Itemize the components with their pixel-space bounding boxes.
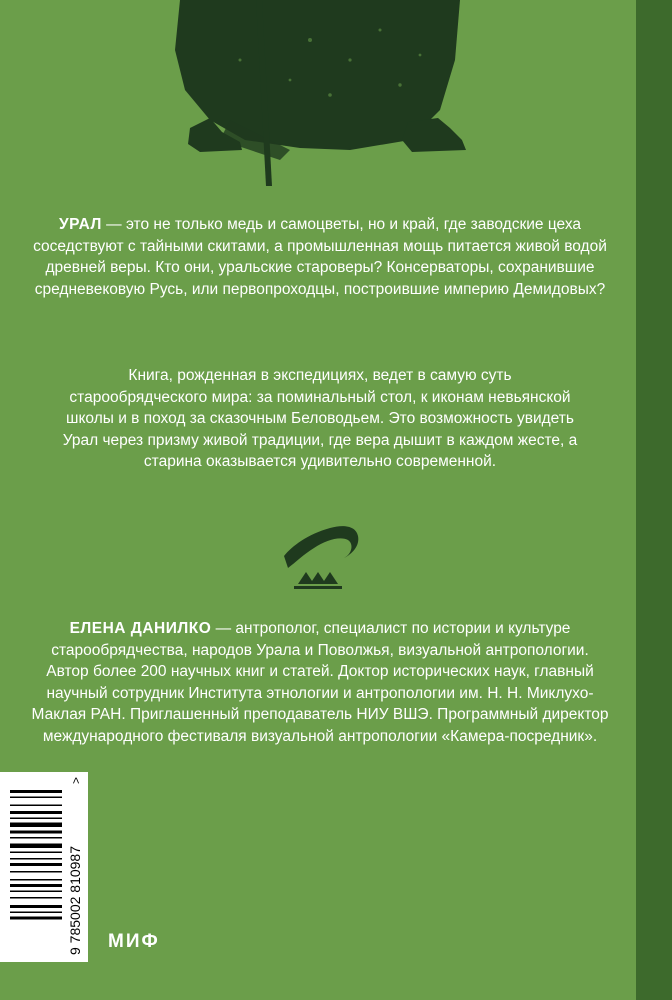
- barcode-bar: [10, 871, 62, 873]
- barcode-bar: [10, 844, 62, 849]
- barcode-bar: [10, 852, 62, 854]
- barcode-bar: [10, 831, 62, 834]
- publisher-logo: МИФ: [108, 931, 160, 952]
- barcode-bar: [10, 811, 62, 814]
- book-spine: [636, 0, 672, 1000]
- author-paragraph: [28, 618, 612, 747]
- barcode-bar: [10, 790, 62, 793]
- barcode-bar: [10, 912, 62, 914]
- intro-text: — это не только медь и самоцветы, но и край, где заводские цеха соседствуют с тайными скитами, а промышленная мощь питается живой водой древней веры. Кто они, уральские староверы? Консерваторы, сохранившие средневековую Русь, или первопроходцы, построившие империю Демидовых?: [33, 216, 607, 298]
- barcode-bar: [10, 905, 62, 908]
- barcode-bar: [10, 891, 62, 893]
- author-bio: — антрополог, специалист по истории и культуре старообрядчества, народов Урала и Поволжья, визуальной антропологии. Автор более 200 научных книг и статей. Доктор исторических наук, главный научный сотрудник Института этнологии и антропологии им. Н. Н. Миклухо-Маклая РАН. Приглашенный преподаватель НИУ ВШЭ. Программный директор международного фестиваля визуальной антропологии «Камера-посредник».: [31, 620, 609, 745]
- ural-ornament-icon: [278, 518, 368, 598]
- barcode-bar: [10, 863, 62, 866]
- walking-figure-with-staff-illustration: [150, 0, 480, 190]
- barcode-bar: [10, 858, 62, 860]
- isbn-number: 9 785002 810987: [67, 846, 83, 955]
- barcode-bar: [10, 897, 62, 899]
- isbn-end-mark: >: [69, 776, 83, 784]
- barcode-bar: [10, 823, 62, 828]
- author-name: ЕЛЕНА ДАНИЛКО: [69, 620, 212, 637]
- intro-lead: УРАЛ: [58, 216, 102, 233]
- barcode-bar: [10, 884, 62, 887]
- isbn-barcode: [0, 772, 88, 962]
- barcode-bar: [10, 797, 62, 799]
- barcode-bar: [10, 818, 62, 820]
- barcode-bar: [10, 917, 62, 920]
- intro-paragraph: [30, 214, 610, 300]
- barcode-bar: [10, 879, 62, 881]
- book-description: Книга, рожденная в экспедициях, ведет в самую суть старообрядческого мира: за поминальный стол, к иконам невьянской школы и в поход за сказочным Беловодьем. Это возможность увидеть Урал через призму живой традиции, где вера дышит в каждом жесте, а старина оказывается удивительно современной.: [62, 367, 578, 470]
- barcode-bar: [10, 805, 62, 807]
- barcode-bar: [10, 837, 62, 839]
